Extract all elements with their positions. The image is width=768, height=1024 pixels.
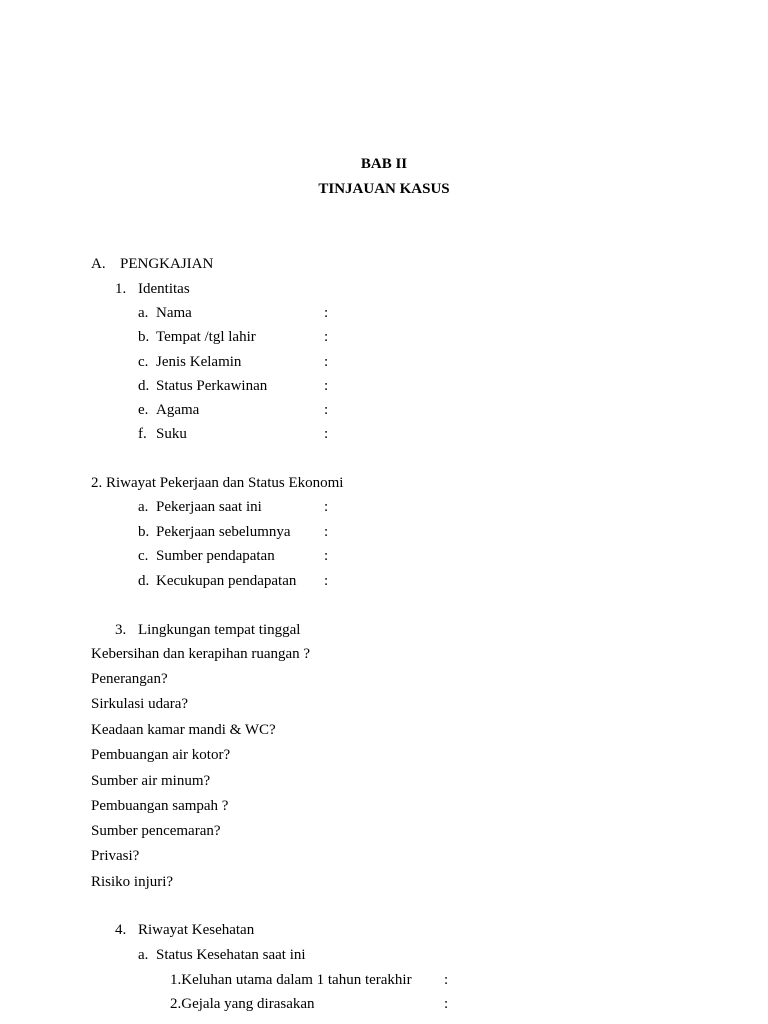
field-colon: : [324, 402, 329, 418]
field-colon: : [324, 573, 329, 589]
question-item: Sumber air minum? [91, 773, 211, 789]
riwayat-kesehatan-title: Riwayat Kesehatan [138, 922, 255, 938]
riwayat-kesehatan-number: 4. [115, 922, 127, 938]
field-letter: b. [138, 329, 150, 345]
field-colon: : [324, 305, 329, 321]
field-label: Kecukupan pendapatan [156, 573, 297, 589]
question-item: Penerangan? [91, 671, 168, 687]
field-label: Pekerjaan saat ini [156, 499, 262, 515]
status-kesehatan-title: Status Kesehatan saat ini [156, 947, 306, 963]
field-label: Tempat /tgl lahir [156, 329, 256, 345]
riwayat-pekerjaan-title: 2. Riwayat Pekerjaan dan Status Ekonomi [91, 475, 344, 491]
question-item: Pembuangan air kotor? [91, 747, 231, 763]
question-item: Sumber pencemaran? [91, 823, 221, 839]
field-label: Status Perkawinan [156, 378, 268, 394]
chapter-title: TINJAUAN KASUS [318, 181, 450, 197]
field-colon: : [324, 524, 329, 540]
field-letter: a. [138, 499, 149, 515]
identitas-title: Identitas [138, 281, 190, 297]
chapter-heading: BAB II [360, 156, 408, 172]
field-label: Jenis Kelamin [156, 354, 242, 370]
identitas-number: 1. [115, 281, 127, 297]
lingkungan-number: 3. [115, 622, 127, 638]
field-letter: d. [138, 378, 150, 394]
section-a-title: PENGKAJIAN [120, 256, 214, 272]
lingkungan-title: Lingkungan tempat tinggal [138, 622, 301, 638]
field-letter: c. [138, 548, 149, 564]
question-item: Risiko injuri? [91, 874, 174, 890]
field-letter: f. [138, 426, 147, 442]
question-item: Kebersihan dan kerapihan ruangan ? [91, 646, 311, 662]
field-letter: d. [138, 573, 150, 589]
field-colon: : [444, 996, 449, 1012]
section-a-letter: A. [91, 256, 106, 272]
field-label: Nama [156, 305, 192, 321]
field-letter: c. [138, 354, 149, 370]
field-label: 2.Gejala yang dirasakan [170, 996, 315, 1012]
field-letter: e. [138, 402, 149, 418]
field-colon: : [444, 972, 449, 988]
field-colon: : [324, 354, 329, 370]
question-item: Privasi? [91, 848, 140, 864]
question-item: Pembuangan sampah ? [91, 798, 229, 814]
status-kesehatan-letter: a. [138, 947, 149, 963]
field-colon: : [324, 378, 329, 394]
field-label: Suku [156, 426, 187, 442]
field-label: 1.Keluhan utama dalam 1 tahun terakhir [170, 972, 412, 988]
question-item: Sirkulasi udara? [91, 696, 189, 712]
field-label: Sumber pendapatan [156, 548, 275, 564]
field-label: Agama [156, 402, 200, 418]
field-label: Pekerjaan sebelumnya [156, 524, 291, 540]
question-item: Keadaan kamar mandi & WC? [91, 722, 276, 738]
field-letter: a. [138, 305, 149, 321]
field-colon: : [324, 426, 329, 442]
field-letter: b. [138, 524, 150, 540]
field-colon: : [324, 329, 329, 345]
field-colon: : [324, 548, 329, 564]
field-colon: : [324, 499, 329, 515]
